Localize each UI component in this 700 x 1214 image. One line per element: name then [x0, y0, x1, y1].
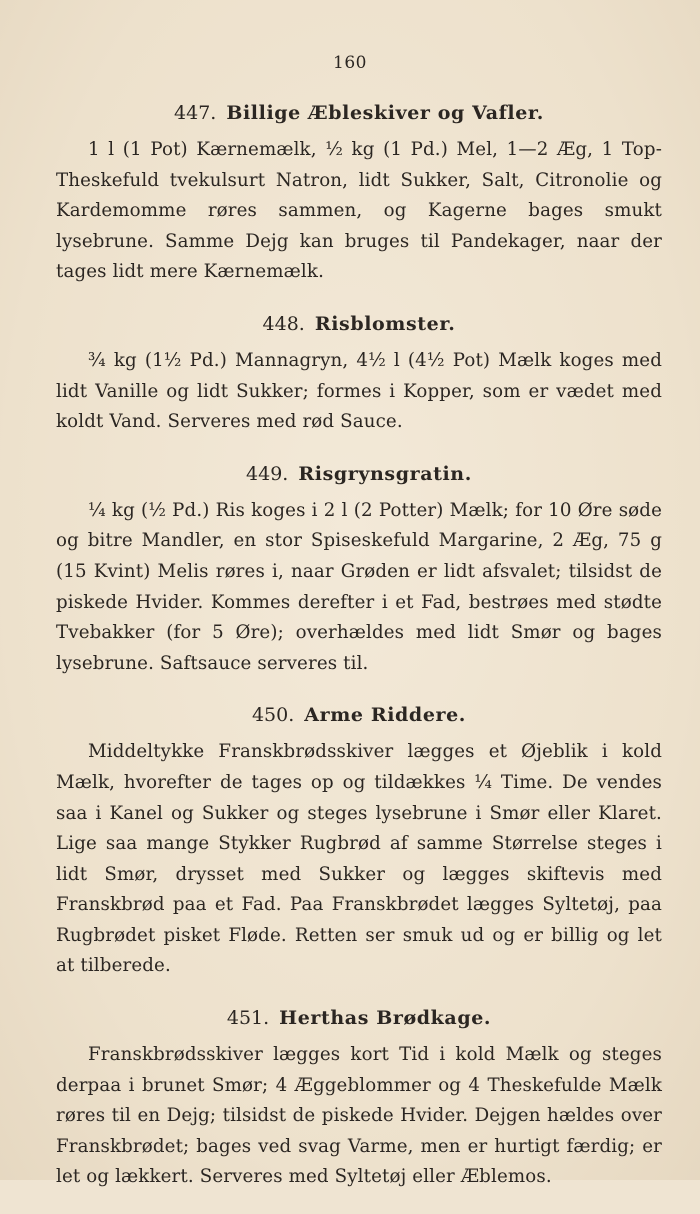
- recipe-448: [56, 309, 662, 438]
- recipe-heading: [56, 98, 662, 128]
- recipe-heading: [56, 309, 662, 339]
- recipe-text: Middeltykke Franskbrødsskiver lægges et Øjeblik i kold Mælk, hvorefter de tages op og tildækkes ¼ Time. De vendes saa i Kanel og Sukker og steges lysebrune i Smør eller Klaret. Lige saa mange Stykker Rugbrød af samme Størrelse steges i lidt Smør, drysset med Sukker og lægges skiftevis med Franskbrød paa et Fad. Paa Franskbrødet lægges Syltetøj, paa Rugbrødet pisket Fløde. Retten ser smuk ud og er billig og let at tilberede.: [56, 741, 662, 977]
- recipe-number: 449.: [246, 462, 289, 485]
- recipe-449: [56, 459, 662, 680]
- recipe-number: 450.: [251, 704, 295, 727]
- recipe-heading: [56, 1003, 662, 1033]
- recipe-title: Billige Æbleskiver og Vafler.: [226, 102, 544, 124]
- recipe-number: 448.: [262, 312, 305, 335]
- recipe-text: ¼ kg (½ Pd.) Ris koges i 2 l (2 Potter) Mælk; for 10 Øre søde og bitre Mandler, en stor Spiseskefuld Margarine, 2 Æg, 75 g (15 Kvint) Melis røres i, naar Grøden er lidt afsvalet; tilsidst de piskede Hvider. Kommes derefter i et Fad, bestrøes med stødte Tvebakker (for 5 Øre); overhældes med lidt Smør og bages lysebrune. Saftsauce serveres til.: [56, 499, 662, 674]
- recipe-heading: [56, 700, 662, 730]
- recipe-number: 451.: [226, 1007, 270, 1030]
- page-number: 160: [333, 53, 367, 73]
- recipe-447: [56, 98, 662, 288]
- recipe-text: Franskbrødsskiver lægges kort Tid i kold Mælk og steges derpaa i brunet Smør; 4 Æggeblommer og 4 Theskefulde Mælk røres til en Dejg; tilsidst de piskede Hvider. Dejgen hældes over Franskbrødet; bages ved svag Varme, men er hurtigt færdig; er let og lækkert. Serveres med Syltetøj eller Æblemos.: [56, 1044, 662, 1188]
- recipe-title: Arme Riddere.: [304, 704, 467, 727]
- recipe-title: Herthas Brødkage.: [279, 1007, 492, 1030]
- recipe-heading: [56, 459, 662, 489]
- recipe-text: 1 l (1 Pot) Kærnemælk, ½ kg (1 Pd.) Mel, 1—2 Æg, 1 Top-Theskefuld tvekulsurt Natron, lidt Sukker, Salt, Citronolie og Kardemomme røres sammen, og Kagerne bages smukt lysebrune. Samme Dejg kan bruges til Pandekager, naar der tages lidt mere Kærnemælk.: [56, 139, 662, 283]
- recipe-450: [56, 700, 662, 982]
- recipe-title: Risblomster.: [314, 312, 456, 335]
- recipe-text: ¾ kg (1½ Pd.) Mannagryn, 4½ l (4½ Pot) Mælk koges med lidt Vanille og lidt Sukker; formes i Kopper, som er vædet med koldt Vand. Serveres med rød Sauce.: [56, 349, 662, 433]
- recipe-number: 447.: [174, 102, 217, 124]
- recipe-title: Risgrynsgratin.: [298, 462, 472, 485]
- recipe-451: [56, 1003, 662, 1193]
- page-content: [56, 98, 662, 1214]
